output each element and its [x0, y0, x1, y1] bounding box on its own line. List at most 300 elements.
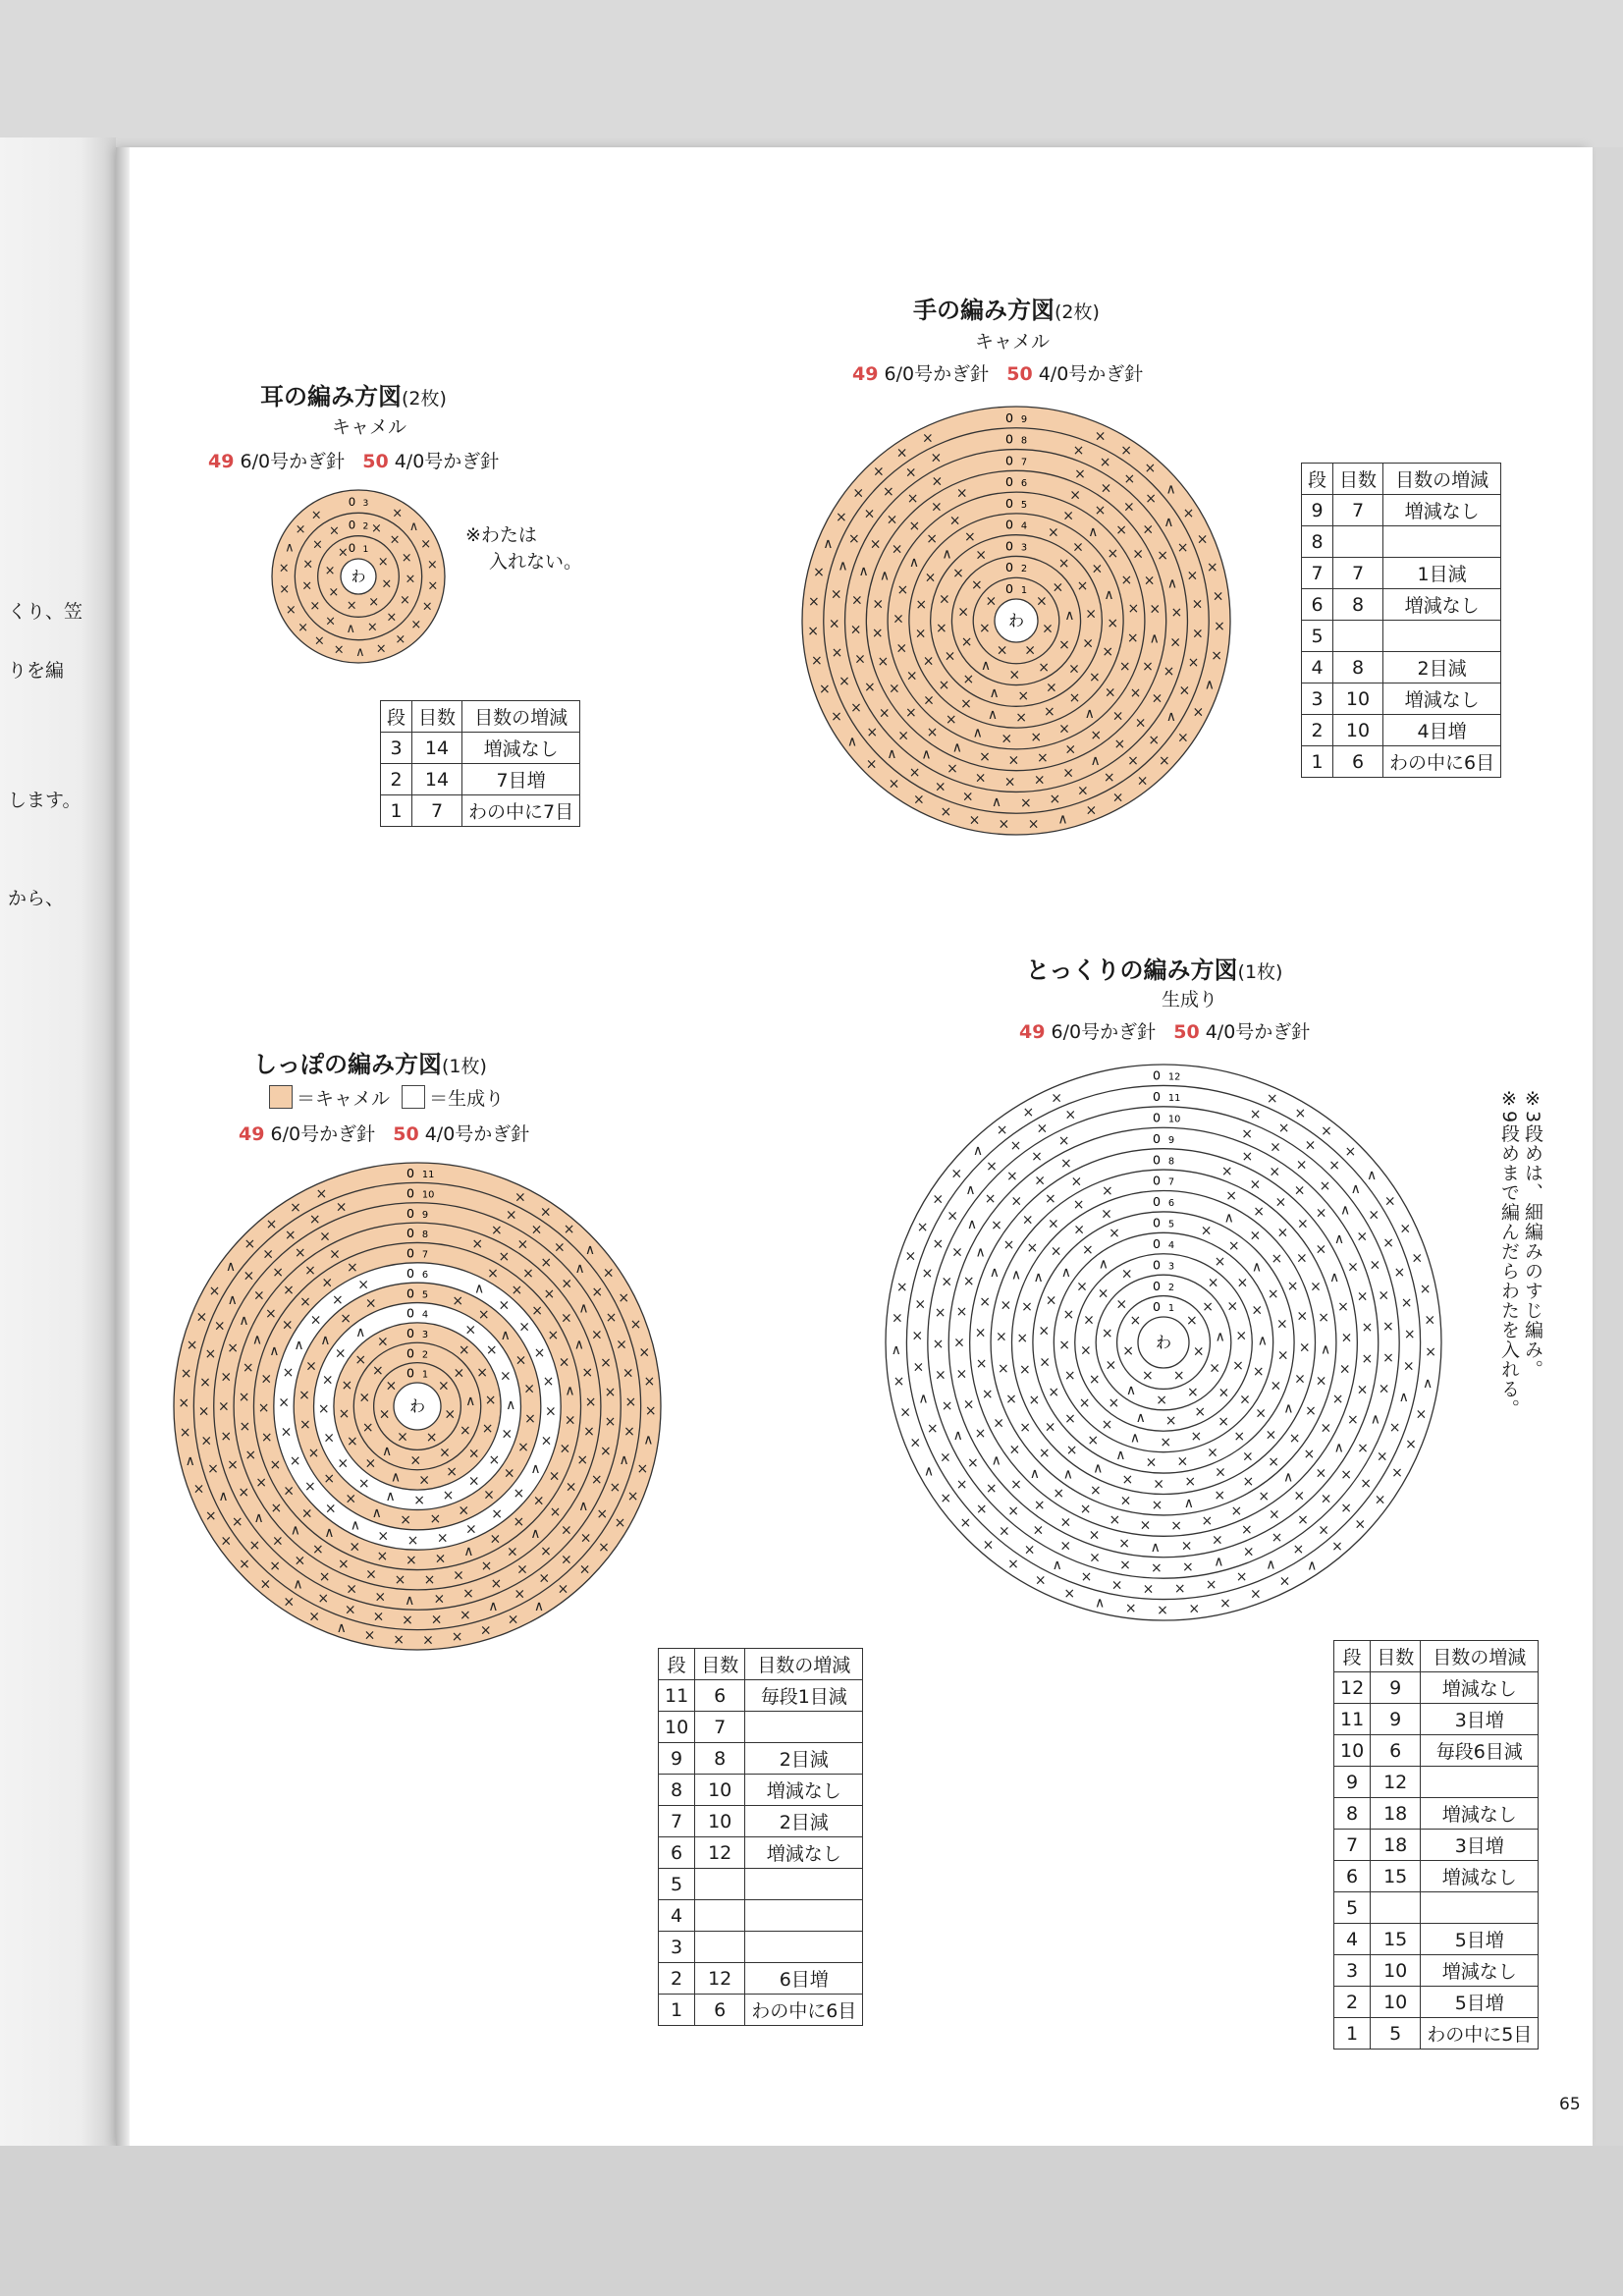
stitch-mark: × — [269, 1457, 282, 1474]
stitch-mark: ∧ — [858, 564, 869, 580]
table-header: 目数 — [1371, 1641, 1421, 1672]
table-cell: 14 — [412, 764, 462, 795]
stitch-mark: × — [1007, 752, 1020, 769]
stitch-mark: × — [1063, 1368, 1076, 1385]
stitch-mark: × — [1192, 704, 1205, 721]
table-cell: 15 — [1371, 1861, 1421, 1892]
stitch-mark: × — [506, 1544, 518, 1560]
stitch-mark: × — [1214, 1253, 1226, 1270]
stitch-mark: × — [614, 1514, 626, 1531]
stitch-mark: × — [464, 1521, 477, 1538]
round-number: 7 — [421, 1249, 429, 1261]
table-cell: 5 — [1302, 621, 1333, 652]
stitch-mark: × — [335, 1199, 348, 1216]
stitch-mark: × — [1132, 546, 1144, 563]
stitch-mark: × — [260, 1371, 273, 1388]
stitch-mark: × — [962, 671, 975, 687]
stitch-mark: × — [1045, 1292, 1057, 1309]
stitch-mark: ∧ — [972, 725, 983, 741]
round-number: 0 — [1152, 1089, 1162, 1105]
stitch-mark: × — [914, 626, 927, 642]
stitch-mark: × — [1249, 1107, 1262, 1123]
stitch-mark: × — [1205, 1577, 1217, 1594]
stitch-mark: × — [899, 1404, 911, 1421]
stitch-mark: × — [1119, 1493, 1132, 1509]
round-number: 0 — [406, 1205, 415, 1221]
stitch-mark: × — [1120, 442, 1133, 459]
stitch-mark: × — [1211, 648, 1222, 665]
round-number: 0 — [406, 1285, 415, 1301]
round-number: 0 — [1004, 560, 1014, 575]
table-cell: 10 — [659, 1712, 695, 1743]
table-cell: 14 — [412, 733, 462, 764]
stitch-mark: × — [1134, 715, 1147, 732]
page-fold-shadow — [116, 147, 130, 2146]
stitch-mark: × — [912, 792, 925, 808]
table-row — [1334, 1704, 1539, 1735]
stitch-mark: × — [549, 1504, 562, 1521]
table-cell: 11 — [1334, 1704, 1371, 1735]
round-number: 0 — [1004, 495, 1014, 511]
stitch-mark: × — [1295, 1157, 1308, 1174]
round-number: 3 — [1167, 1261, 1175, 1273]
stitch-mark: × — [410, 618, 422, 633]
stitch-mark: × — [1318, 1310, 1330, 1327]
stitch-mark: × — [638, 1344, 651, 1361]
stitch-mark: × — [1079, 1501, 1092, 1517]
round-number: 0 — [406, 1166, 415, 1181]
stitch-mark: × — [921, 430, 934, 447]
stitch-mark: × — [357, 1277, 370, 1293]
stitch-mark: × — [576, 1452, 589, 1469]
stitch-mark: × — [605, 1309, 618, 1326]
stitch-mark: × — [192, 1481, 205, 1498]
round-number: 0 — [1152, 1110, 1162, 1125]
round-number: 5 — [1167, 1219, 1175, 1230]
stitch-mark: ∧ — [578, 1300, 589, 1317]
stitch-mark: × — [282, 1365, 295, 1382]
round-number: 0 — [1152, 1278, 1162, 1293]
stitch-mark: × — [997, 1360, 1009, 1377]
table-row — [1334, 2018, 1539, 2050]
stitch-mark: × — [377, 1334, 389, 1350]
stitch-mark: × — [1083, 1312, 1095, 1329]
stitch-mark: × — [1118, 1536, 1131, 1553]
stitch-mark: × — [1172, 1368, 1185, 1385]
stitch-mark: × — [1241, 1125, 1254, 1142]
table-cell: 6 — [659, 1837, 695, 1869]
table-cell — [695, 1932, 745, 1963]
stitch-mark: × — [1217, 1414, 1230, 1431]
round-number: 12 — [1167, 1071, 1181, 1083]
stitch-mark: × — [1037, 750, 1049, 767]
stitch-mark: × — [1374, 1492, 1386, 1508]
stitch-mark: × — [548, 1468, 561, 1485]
round-number: 0 — [1152, 1299, 1162, 1315]
table-row — [1334, 1861, 1539, 1892]
stitch-mark: × — [1169, 634, 1182, 651]
stitch-mark: × — [616, 1337, 627, 1353]
stitch-mark: × — [1094, 428, 1107, 445]
table-cell: 3 — [1334, 1955, 1371, 1987]
stitch-mark: × — [1070, 1174, 1083, 1190]
stitch-mark: × — [1181, 1559, 1194, 1576]
stitch-mark: × — [941, 1274, 953, 1290]
stitch-mark: × — [979, 621, 991, 637]
table-header: 段 — [1302, 464, 1333, 495]
stitch-mark: × — [896, 581, 909, 598]
stitch-mark: × — [255, 1475, 267, 1492]
table-cell — [1421, 1892, 1539, 1924]
table-row — [659, 1963, 863, 1995]
round-number: 0 — [1004, 453, 1014, 468]
stitch-mark: × — [1094, 502, 1107, 519]
stitch-mark: × — [325, 614, 337, 629]
stitch-mark: × — [1320, 1420, 1332, 1437]
stitch-mark: × — [337, 545, 349, 561]
round-number: 0 — [1152, 1235, 1162, 1251]
stitch-mark: × — [539, 1204, 552, 1221]
stitch-mark: × — [1425, 1343, 1437, 1360]
table-cell: 1 — [381, 795, 412, 827]
stitch-mark: × — [1217, 1385, 1230, 1401]
stitch-mark: × — [828, 616, 840, 632]
stitch-mark: ∧ — [980, 657, 992, 674]
round-number: 11 — [1167, 1093, 1181, 1105]
stitch-mark: × — [1033, 1498, 1046, 1514]
stitch-mark: ∧ — [346, 621, 356, 636]
stitch-mark: ∧ — [408, 519, 419, 535]
stitch-mark: × — [1163, 663, 1175, 680]
table-row — [659, 1806, 863, 1837]
stitch-mark: × — [321, 1275, 334, 1291]
table-cell: わの中に6目 — [745, 1995, 863, 2026]
stitch-mark: × — [852, 485, 865, 502]
stitch-mark: × — [458, 1503, 470, 1519]
round-number: 0 — [406, 1185, 415, 1201]
bottle-stitch-diagram — [884, 1063, 1443, 1622]
stitch-mark: × — [1194, 1404, 1207, 1421]
stitch-mark: ∧ — [1033, 1270, 1044, 1286]
stitch-mark: × — [333, 642, 345, 658]
stitch-mark: × — [1122, 1342, 1135, 1359]
stitch-mark: × — [839, 673, 850, 689]
stitch-mark: × — [1207, 1275, 1219, 1291]
stitch-mark: ∧ — [290, 1522, 301, 1539]
stitch-mark: × — [1376, 1449, 1388, 1465]
stitch-mark: × — [1010, 1193, 1023, 1210]
stitch-mark: × — [1107, 616, 1119, 632]
stitch-mark: × — [996, 642, 1008, 659]
stitch-mark: × — [1271, 1530, 1283, 1547]
stitch-mark: × — [1226, 1298, 1239, 1315]
stitch-mark: × — [307, 1446, 320, 1462]
table-cell — [695, 1900, 745, 1932]
stitch-mark: ∧ — [1029, 1465, 1041, 1482]
table-cell — [1421, 1767, 1539, 1798]
stitch-mark: × — [337, 1455, 350, 1472]
stitch-mark: × — [897, 728, 910, 744]
stitch-mark: × — [850, 700, 862, 717]
left-page-fragment: りを編 — [8, 660, 65, 682]
stitch-mark: ∧ — [473, 1281, 485, 1297]
stitch-mark: × — [955, 1303, 968, 1320]
stitch-mark: × — [1151, 1560, 1163, 1577]
stitch-mark: × — [516, 1561, 528, 1578]
stitch-mark: × — [1269, 1506, 1280, 1523]
round-number: 2 — [1167, 1282, 1175, 1293]
stitch-mark: × — [262, 1246, 274, 1263]
stitch-mark: × — [598, 1539, 610, 1556]
stitch-mark: ∧ — [1165, 708, 1177, 725]
stitch-mark: × — [584, 1394, 597, 1410]
stitch-mark: × — [421, 599, 433, 615]
stitch-mark: × — [1027, 816, 1040, 833]
stitch-mark: × — [1080, 1569, 1093, 1586]
stitch-mark: × — [1069, 487, 1081, 504]
table-cell: 5 — [659, 1869, 695, 1900]
stitch-mark: ∧ — [1166, 575, 1178, 592]
stitch-mark: × — [1190, 1429, 1203, 1446]
stitch-mark: × — [905, 704, 917, 721]
stitch-mark: × — [1219, 1595, 1231, 1612]
stitch-mark: × — [517, 1440, 529, 1456]
tail-row-table — [658, 1648, 863, 2026]
stitch-mark: × — [370, 520, 382, 536]
stitch-mark: × — [260, 1429, 273, 1446]
stitch-mark: × — [540, 1433, 553, 1449]
table-cell — [745, 1869, 863, 1900]
stitch-mark: × — [1038, 1323, 1051, 1339]
stitch-mark: × — [1045, 1191, 1056, 1208]
stitch-mark: × — [453, 1567, 464, 1584]
stitch-mark: × — [1297, 1512, 1309, 1529]
stitch-mark: × — [1120, 572, 1133, 588]
stitch-mark: × — [1186, 568, 1199, 584]
stitch-mark: × — [1331, 1392, 1344, 1408]
stitch-mark: × — [935, 1367, 947, 1384]
stitch-mark: × — [1026, 1239, 1039, 1256]
table-row — [1302, 683, 1501, 715]
stitch-mark: × — [418, 1472, 431, 1489]
stitch-mark: ∧ — [578, 1498, 589, 1514]
table-cell: 3 — [1302, 683, 1333, 715]
stitch-mark: × — [479, 1622, 492, 1639]
hand-hooks: 49 6/0号かぎ針 50 4/0号かぎ針 — [852, 363, 1144, 385]
stitch-mark: ∧ — [530, 1460, 541, 1477]
left-page-edge — [0, 137, 116, 2160]
stitch-mark: ∧ — [465, 1393, 476, 1409]
round-number: 3 — [362, 499, 369, 510]
stitch-mark: × — [1206, 560, 1218, 576]
table-cell: 8 — [1334, 1798, 1371, 1830]
table-row — [1302, 746, 1501, 778]
stitch-mark: ∧ — [1052, 1558, 1062, 1574]
stitch-mark: ∧ — [381, 1443, 393, 1459]
stitch-mark: × — [220, 1369, 233, 1386]
stitch-mark: × — [600, 1355, 612, 1372]
stitch-mark: × — [308, 1609, 321, 1625]
stitch-mark: × — [955, 485, 968, 502]
natural-swatch — [402, 1085, 425, 1109]
stitch-mark: × — [579, 1530, 592, 1547]
table-cell: 9 — [1334, 1767, 1371, 1798]
stitch-mark: × — [960, 695, 972, 712]
stitch-mark: × — [299, 1293, 311, 1310]
table-cell: 10 — [1333, 715, 1383, 746]
stitch-mark: × — [425, 1429, 438, 1446]
stitch-mark: × — [1052, 579, 1064, 596]
stitch-mark: × — [1215, 1464, 1226, 1481]
round-number: 6 — [1020, 478, 1028, 490]
stitch-mark: ∧ — [846, 734, 858, 750]
stitch-mark: × — [1356, 1382, 1369, 1398]
round-number: 2 — [421, 1349, 429, 1361]
ear-title: 耳の編み方図(2枚) — [260, 383, 447, 410]
stitch-mark: × — [1212, 1532, 1223, 1549]
stitch-mark: × — [998, 816, 1010, 833]
round-number: 4 — [421, 1309, 429, 1321]
stitch-mark: × — [505, 1207, 517, 1224]
stitch-mark: ∧ — [371, 1504, 382, 1521]
stitch-mark: × — [930, 450, 943, 466]
stitch-mark: ∧ — [965, 1181, 976, 1198]
stitch-mark: × — [393, 1631, 405, 1648]
stitch-mark: × — [1378, 1381, 1390, 1397]
stitch-mark: × — [1038, 1446, 1051, 1462]
stitch-mark: × — [1202, 1299, 1214, 1316]
stitch-mark: × — [513, 1486, 525, 1503]
stitch-mark: × — [413, 1493, 426, 1509]
stitch-mark: × — [1145, 1454, 1158, 1471]
stitch-mark: × — [1008, 667, 1021, 683]
stitch-mark: × — [565, 1479, 577, 1496]
stitch-mark: × — [310, 508, 322, 523]
stitch-mark: × — [1360, 1475, 1372, 1492]
table-cell: 1目減 — [1383, 558, 1501, 589]
stitch-mark: × — [422, 1632, 434, 1649]
stitch-mark: ∧ — [239, 1313, 249, 1330]
stitch-mark: ∧ — [1370, 1411, 1381, 1428]
stitch-mark: ∧ — [1398, 1390, 1409, 1406]
stitch-mark: × — [220, 1533, 233, 1550]
stitch-mark: × — [940, 804, 952, 821]
table-row — [381, 733, 580, 764]
stitch-mark: × — [1015, 709, 1028, 726]
stitch-mark: × — [1139, 1517, 1152, 1534]
stitch-mark: × — [808, 593, 820, 610]
stitch-mark: × — [305, 1358, 317, 1375]
left-page-fragment: くり、笠 — [8, 601, 83, 623]
stitch-mark: × — [962, 1396, 975, 1413]
stitch-mark: × — [1382, 1350, 1394, 1367]
table-cell: 増減なし — [462, 733, 580, 764]
stitch-mark: × — [451, 1629, 463, 1646]
stitch-mark: × — [1310, 1279, 1322, 1295]
stitch-mark: × — [406, 1532, 419, 1549]
stitch-mark: × — [349, 1539, 361, 1556]
stitch-mark: × — [623, 1423, 635, 1440]
stitch-mark: ∧ — [619, 1451, 629, 1468]
stitch-mark: × — [926, 531, 938, 548]
stitch-mark: × — [346, 1581, 358, 1598]
table-cell: 9 — [1371, 1704, 1421, 1735]
stitch-mark: × — [372, 1362, 384, 1379]
round-number: 10 — [1167, 1114, 1181, 1125]
table-cell: 3目増 — [1421, 1704, 1539, 1735]
stitch-mark: × — [488, 1452, 501, 1469]
stitch-mark: × — [514, 1586, 526, 1603]
stitch-mark: × — [208, 1283, 221, 1299]
table-cell: 8 — [659, 1775, 695, 1806]
stitch-mark: × — [285, 602, 297, 618]
stitch-mark: × — [1361, 1351, 1374, 1368]
stitch-mark: × — [328, 523, 340, 539]
stitch-mark: × — [471, 1236, 484, 1253]
stitch-mark: × — [518, 1319, 530, 1336]
stitch-mark: × — [239, 1418, 251, 1435]
stitch-mark: × — [503, 1465, 515, 1482]
stitch-mark: × — [939, 591, 950, 608]
stitch-mark: × — [300, 1505, 313, 1522]
table-row — [659, 1869, 863, 1900]
stitch-mark: × — [1176, 540, 1189, 557]
stitch-mark: × — [315, 1186, 328, 1203]
stitch-mark: ∧ — [253, 1510, 264, 1527]
stitch-mark: × — [1227, 1237, 1240, 1254]
stitch-mark: × — [464, 1322, 477, 1339]
stitch-mark: × — [1214, 1487, 1226, 1503]
round-number: 2 — [1020, 564, 1028, 575]
round-number: 4 — [1020, 520, 1028, 532]
stitch-mark: × — [1357, 1440, 1369, 1456]
table-cell: 増減なし — [1421, 1672, 1539, 1704]
table-cell: 5 — [1334, 1892, 1371, 1924]
table-row — [659, 1712, 863, 1743]
stitch-mark: ∧ — [1320, 1341, 1331, 1358]
stitch-mark: ∧ — [1098, 1256, 1109, 1273]
stitch-mark: × — [1063, 1585, 1076, 1602]
stitch-mark: × — [323, 1430, 335, 1447]
stitch-mark: × — [487, 1265, 499, 1282]
hand-row-table — [1301, 463, 1501, 778]
stitch-mark: × — [985, 593, 998, 610]
bottle-note-vertical: ※3段めは、細編みのすじ編み。 ※9段めまで編んだらわたを入れる。 — [1498, 1088, 1543, 1419]
stitch-mark: × — [1047, 1216, 1059, 1232]
stitch-mark: × — [269, 1558, 281, 1575]
table-cell: 3目増 — [1421, 1830, 1539, 1861]
stitch-mark: × — [1192, 626, 1204, 642]
stitch-mark: × — [1158, 752, 1170, 769]
table-cell: 毎段1目減 — [745, 1680, 863, 1712]
stitch-mark: × — [1000, 1297, 1012, 1314]
stitch-mark: × — [227, 1340, 240, 1357]
stitch-mark: × — [309, 598, 321, 614]
stitch-mark: × — [430, 1612, 443, 1628]
round-number: 5 — [1020, 499, 1028, 511]
stitch-mark: × — [1249, 1228, 1262, 1244]
stitch-mark: × — [340, 1311, 352, 1328]
stitch-mark: × — [483, 1487, 495, 1503]
round-number: 0 — [406, 1245, 415, 1261]
stitch-mark: × — [532, 1493, 545, 1509]
stitch-mark: × — [243, 1268, 255, 1285]
stitch-mark: × — [583, 1423, 595, 1440]
round-number: 1 — [362, 544, 369, 555]
round-number: 6 — [1167, 1198, 1175, 1210]
stitch-mark: × — [1018, 1362, 1031, 1379]
stitch-mark: × — [931, 473, 944, 490]
